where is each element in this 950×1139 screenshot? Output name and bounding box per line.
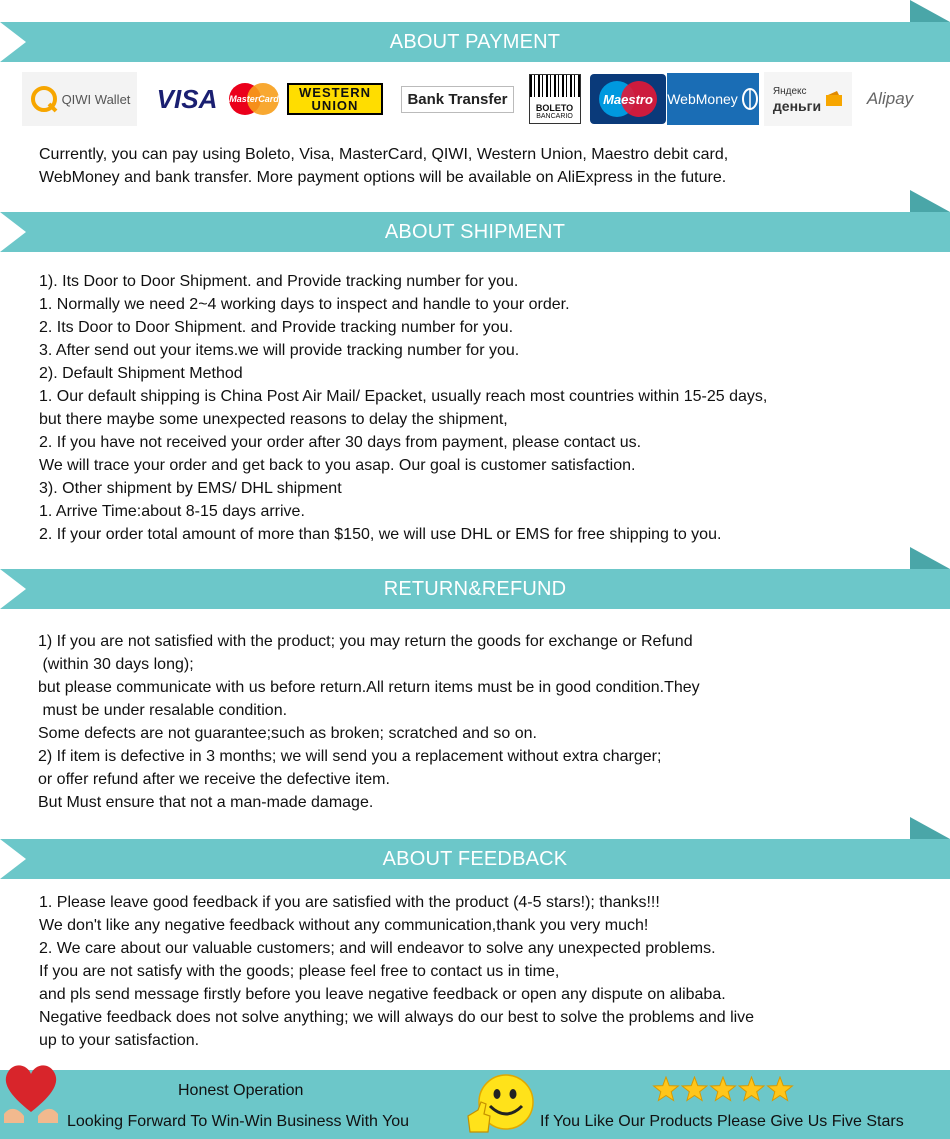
five-star-rating — [652, 1076, 794, 1104]
text-line: 2. We care about our valuable customers; and will endeavor to solve any unexpected problems. — [39, 940, 716, 957]
yandex-money-logo: Яндекс деньги — [764, 72, 852, 126]
star-icon — [768, 1077, 793, 1101]
text-line: 1. Please leave good feedback if you are satisfied with the product (4-5 stars!); thanks!!! — [39, 894, 660, 911]
text-line: 1. Our default shipping is China Post Air Mail/ Epacket, usually reach most countries within 15-25 days, — [39, 388, 768, 405]
text-line: Some defects are not guarantee;such as broken; scratched and so on. — [38, 725, 537, 742]
bank-transfer-logo: Bank Transfer — [400, 72, 515, 126]
text-line: but please communicate with us before return.All return items must be in good condition.They — [38, 679, 700, 696]
payment-logos — [22, 72, 932, 128]
text-line: 2. Its Door to Door Shipment. and Provide tracking number for you. — [39, 319, 514, 336]
refund-text — [38, 630, 700, 814]
text-line: But Must ensure that not a man-made damage. — [38, 794, 374, 811]
text-line: Currently, you can pay using Boleto, Visa, MasterCard, QIWI, Western Union, Maestro debit card, — [39, 146, 729, 163]
feedback-banner — [0, 817, 950, 877]
text-line: 3. After send out your items.we will provide tracking number for you. — [39, 342, 520, 359]
webmoney-globe-icon — [741, 88, 759, 110]
visa-logo: VISA — [156, 83, 218, 114]
western-union-logo: WESTERN UNION — [286, 72, 384, 126]
text-line: 2. If you have not received your order after 30 days from payment, please contact us. — [39, 434, 642, 451]
text-line: or offer refund after we receive the defective item. — [38, 771, 390, 788]
refund-banner — [0, 547, 950, 607]
shipment-title: ABOUT SHIPMENT — [384, 221, 566, 243]
text-line: but there maybe some unexpected reasons to delay the shipment, — [39, 411, 508, 428]
text-line: (within 30 days long); — [38, 656, 194, 673]
star-icon — [682, 1077, 707, 1101]
payment-text — [39, 143, 728, 189]
star-icon — [711, 1077, 736, 1101]
text-line: 2). Default Shipment Method — [39, 365, 243, 382]
text-line: 1. Normally we need 2~4 working days to inspect and handle to your order. — [39, 296, 570, 313]
win-win-text: Looking Forward To Win-Win Business With You — [67, 1113, 410, 1130]
feedback-text — [39, 891, 754, 1052]
text-line: We will trace your order and get back to you asap. Our goal is customer satisfaction. — [39, 457, 636, 474]
text-line: and pls send message firstly before you leave negative feedback or open any dispute on alibaba. — [39, 986, 726, 1003]
qiwi-icon — [29, 84, 59, 114]
text-line: WebMoney and bank transfer. More payment options will be available on AliExpress in the future. — [39, 169, 727, 186]
payment-title: ABOUT PAYMENT — [389, 31, 561, 53]
text-line: We don't like any negative feedback without any communication,thank you very much! — [39, 917, 649, 934]
text-line: must be under resalable condition. — [38, 702, 288, 719]
boleto-logo: BOLETO BANCARIO — [527, 72, 582, 126]
text-line: 2) If item is defective in 3 months; we will send you a replacement without extra charger; — [38, 748, 662, 765]
heart-hands-icon — [0, 1054, 62, 1123]
five-stars-text: If You Like Our Products Please Give Us Five Stars — [540, 1113, 904, 1130]
qiwi-text: QIWI Wallet — [61, 91, 131, 107]
mastercard-logo: MasterCard — [225, 72, 283, 126]
payment-banner — [0, 0, 950, 60]
text-line: Negative feedback does not solve anything; we will always do our best to solve the problems and live — [39, 1009, 755, 1026]
star-icon — [654, 1077, 679, 1101]
wallet-icon — [825, 91, 843, 107]
footer-bar — [0, 1070, 950, 1139]
refund-title: RETURN&REFUND — [383, 578, 567, 600]
honest-operation-text: Honest Operation — [178, 1082, 304, 1099]
text-line: 2. If your order total amount of more than $150, we will use DHL or EMS for free shipping to you. — [39, 526, 722, 543]
alipay-logo: Alipay — [866, 89, 914, 108]
webmoney-logo: WebMoney — [667, 72, 759, 126]
qiwi-logo — [22, 72, 137, 126]
star-icon — [739, 1077, 764, 1101]
maestro-logo: Maestro — [590, 72, 666, 126]
text-line: 1. Arrive Time:about 8-15 days arrive. — [39, 503, 305, 520]
text-line: If you are not satisfy with the goods; please feel free to contact us in time, — [39, 963, 560, 980]
stars-graphic — [652, 1076, 794, 1104]
text-line: 1) If you are not satisfied with the product; you may return the goods for exchange or Refund — [38, 633, 693, 650]
shipment-text — [39, 270, 767, 546]
text-line: 3). Other shipment by EMS/ DHL shipment — [39, 480, 342, 497]
text-line: 1). Its Door to Door Shipment. and Provide tracking number for you. — [39, 273, 519, 290]
text-line: up to your satisfaction. — [39, 1032, 200, 1049]
feedback-title: ABOUT FEEDBACK — [382, 848, 568, 870]
smiley-thumbs-up-icon — [464, 1072, 540, 1138]
shipment-banner — [0, 190, 950, 250]
